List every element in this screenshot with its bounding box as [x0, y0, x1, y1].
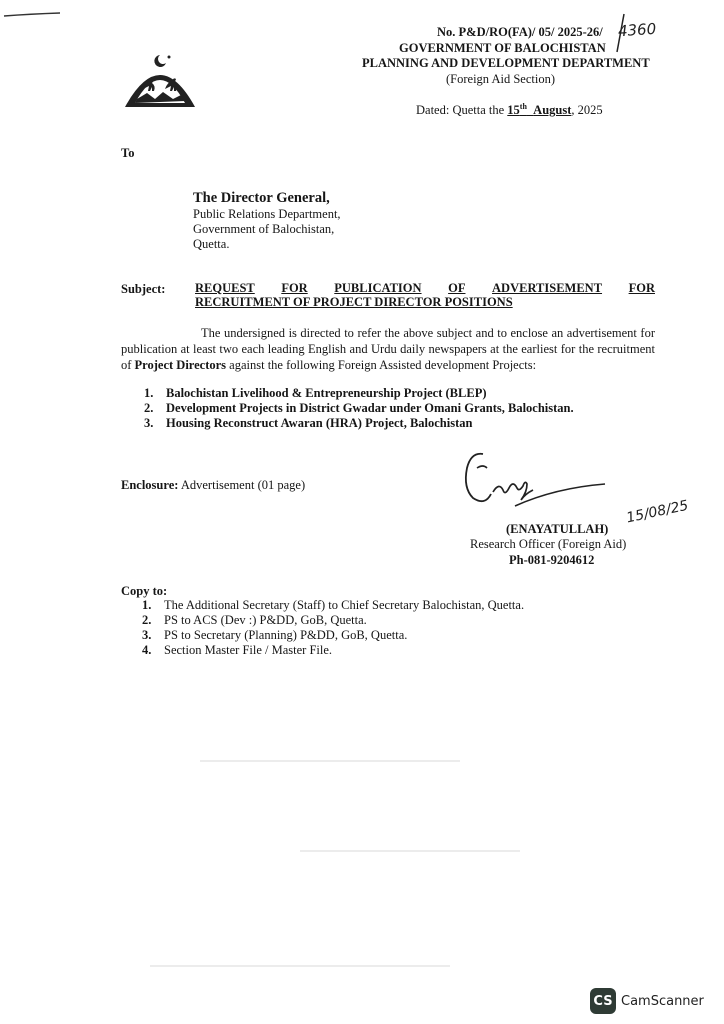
- handwritten-sign-date: 15/08/25: [625, 497, 690, 527]
- project-item: 2. Development Projects in District Gwadar under Omani Grants, Balochistan.: [144, 401, 574, 415]
- addressee-line-2: Government of Balochistan,: [193, 222, 335, 236]
- bleed-through-mark: [200, 760, 460, 762]
- bleed-through-mark: [300, 850, 520, 852]
- department-title: PLANNING AND DEVELOPMENT DEPARTMENT: [362, 56, 650, 70]
- government-title: GOVERNMENT OF BALOCHISTAN: [399, 41, 606, 55]
- subject-line-2: RECRUITMENT OF PROJECT DIRECTOR POSITIONS: [195, 295, 513, 309]
- camscanner-logo-icon: CS: [590, 988, 616, 1014]
- addressee-title: The Director General,: [193, 190, 330, 206]
- enclosure-line: Enclosure: Advertisement (01 page): [121, 478, 306, 492]
- camscanner-watermark: [590, 988, 704, 1014]
- copy-to-label: Copy to:: [121, 584, 168, 598]
- copy-item: 4. Section Master File / Master File.: [142, 643, 333, 657]
- bleed-through-mark: [150, 965, 450, 967]
- handwritten-signature: [455, 448, 625, 528]
- subject-line-1: REQUEST FOR PUBLICATION OF ADVERTISEMENT FOR: [195, 281, 655, 295]
- government-emblem-logo: [121, 49, 199, 111]
- copy-item: 2. PS to ACS (Dev :) P&DD, GoB, Quetta.: [142, 613, 367, 627]
- signatory-phone: Ph-081-9204612: [509, 553, 595, 567]
- addressee-line-1: Public Relations Department,: [193, 207, 341, 221]
- copy-item: 3. PS to Secretary (Planning) P&DD, GoB, Quetta.: [142, 628, 408, 642]
- letter-number: No. P&D/RO(FA)/ 05/ 2025-26/: [437, 25, 603, 39]
- camscanner-label: CamScanner: [621, 993, 704, 1009]
- pen-stroke-mark: [0, 0, 80, 30]
- body-paragraph: The undersigned is directed to refer the above subject and to enclose an advertisement for publication at least two each leading English and Urdu daily newspapers at the earliest for the recruitment of Project Directors against the following Foreign Assisted development Projects:: [121, 326, 655, 372]
- copy-item: 1. The Additional Secretary (Staff) to Chief Secretary Balochistan, Quetta.: [142, 598, 525, 612]
- subject-label: Subject:: [121, 282, 166, 296]
- addressee-line-3: Quetta.: [193, 237, 230, 251]
- signatory-name: (ENAYATULLAH): [506, 522, 609, 536]
- date-line: Dated: Quetta the 15th August, 2025: [416, 102, 603, 118]
- to-label: To: [121, 146, 135, 160]
- section-title: (Foreign Aid Section): [446, 72, 556, 86]
- project-item: 1. Balochistan Livelihood & Entrepreneurship Project (BLEP): [144, 386, 487, 400]
- signatory-designation: Research Officer (Foreign Aid): [470, 537, 627, 551]
- handwritten-diary-number: 4360: [617, 19, 657, 41]
- project-item: 3. Housing Reconstruct Awaran (HRA) Project, Balochistan: [144, 416, 473, 430]
